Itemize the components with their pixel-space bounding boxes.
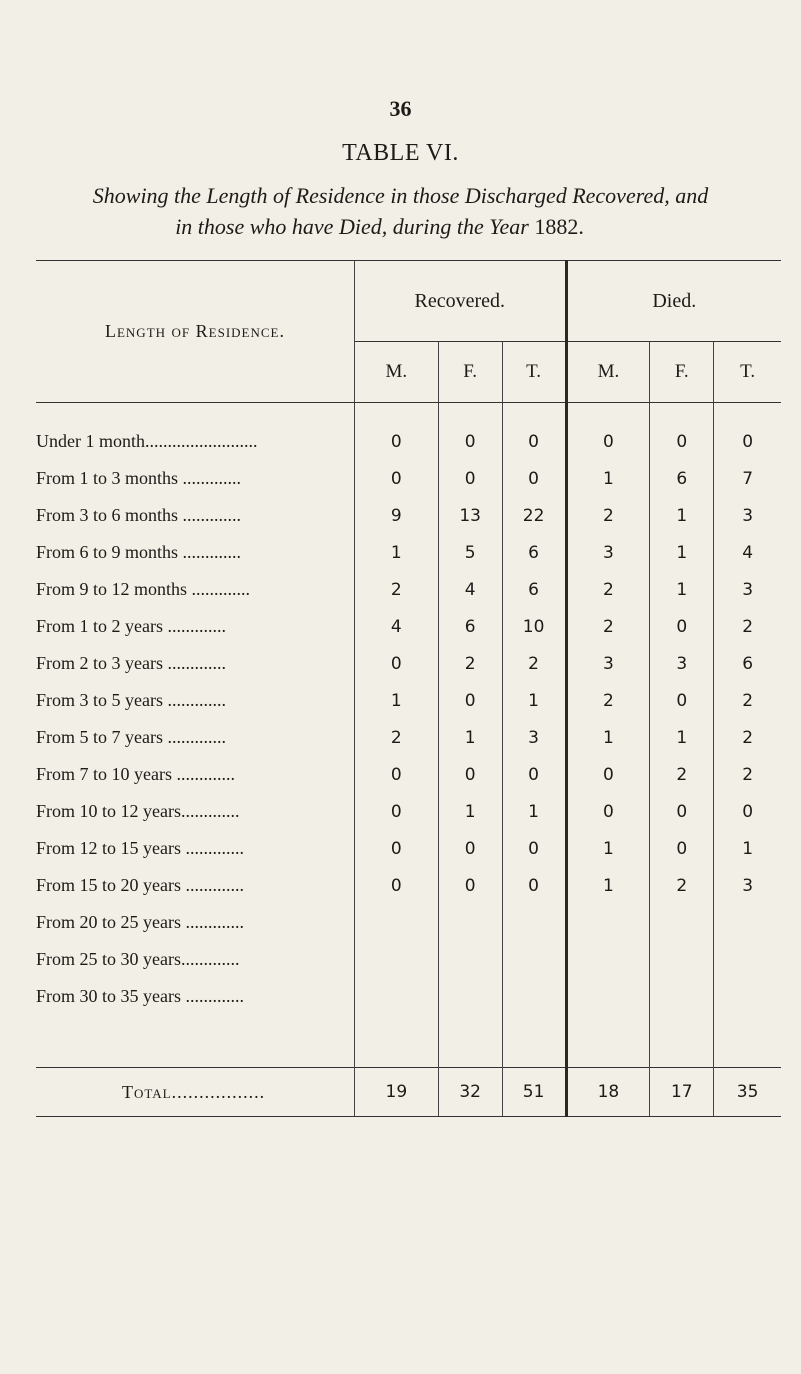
cell-died-f: 3 [650,645,714,682]
table-body [36,403,781,1068]
cell-died-t: 7 [714,460,781,497]
row-label: From 10 to 12 years............. [36,801,240,821]
cell-died-t: 3 [714,571,781,608]
cell-recovered-f: 0 [438,830,502,867]
cell-died-m: 1 [566,719,650,756]
table-row [36,941,781,978]
table-row [36,497,781,534]
subheader-died-t: T. [714,342,781,403]
table-row [36,571,781,608]
cell-died-t: 2 [714,756,781,793]
cell-died-t [714,978,781,1015]
cell-died-f: 6 [650,460,714,497]
cell-recovered-f: 5 [438,534,502,571]
row-header-length-of-residence: Length of Residence. [36,261,354,403]
cell-recovered-t: 1 [502,793,566,830]
cell-recovered-f: 0 [438,682,502,719]
cell-died-t: 2 [714,682,781,719]
cell-died-f: 0 [650,793,714,830]
spacer-row [36,1015,781,1068]
cell-died-f: 1 [650,719,714,756]
cell-died-f: 2 [650,756,714,793]
cell-died-m [566,904,650,941]
table-caption [0,180,801,242]
cell-recovered-m: 0 [354,867,438,904]
cell-died-f: 1 [650,571,714,608]
row-label: From 30 to 35 years ............. [36,986,244,1006]
row-label: From 3 to 5 years ............. [36,690,226,710]
cell-died-m [566,978,650,1015]
spacer-cell [502,1015,566,1068]
caption-year: 1882. [534,214,584,239]
cell-recovered-m: 0 [354,460,438,497]
cell-died-f: 1 [650,534,714,571]
subheader-recovered-m: M. [354,342,438,403]
subheader-recovered-t: T. [502,342,566,403]
table-row [36,608,781,645]
cell-recovered-m: 0 [354,403,438,461]
cell-recovered-f: 1 [438,793,502,830]
cell-died-m: 3 [566,534,650,571]
cell-died-t: 0 [714,403,781,461]
subheader-recovered-f: F. [438,342,502,403]
table-row [36,756,781,793]
cell-died-m: 2 [566,682,650,719]
cell-died-m: 3 [566,645,650,682]
cell-died-f: 0 [650,830,714,867]
cell-died-m: 0 [566,756,650,793]
row-label: From 3 to 6 months ............. [36,505,242,525]
spacer-cell [354,1015,438,1068]
row-label: From 6 to 9 months ............. [36,542,242,562]
cell-recovered-t: 1 [502,682,566,719]
cell-died-t: 3 [714,867,781,904]
table-row [36,460,781,497]
cell-recovered-f: 0 [438,867,502,904]
cell-died-f [650,904,714,941]
cell-recovered-t: 0 [502,460,566,497]
cell-died-f: 0 [650,403,714,461]
table-row [36,645,781,682]
cell-recovered-m: 0 [354,756,438,793]
cell-recovered-m [354,978,438,1015]
total-label: Total................. [36,1068,354,1117]
cell-died-t: 0 [714,793,781,830]
cell-died-f: 1 [650,497,714,534]
cell-died-m: 2 [566,571,650,608]
residence-table [36,260,781,1117]
total-recovered-m: 19 [354,1068,438,1117]
residence-table-container [36,260,781,1350]
cell-died-t [714,941,781,978]
cell-recovered-m [354,941,438,978]
table-row [36,534,781,571]
table-row [36,830,781,867]
cell-died-t [714,904,781,941]
cell-recovered-m: 1 [354,682,438,719]
cell-recovered-m: 9 [354,497,438,534]
spacer-cell [36,1015,354,1068]
cell-recovered-t [502,941,566,978]
table-row [36,403,781,461]
cell-died-t: 2 [714,608,781,645]
spacer-cell [714,1015,781,1068]
caption-line-1: Showing the Length of Residence in those Discharged Recovered, and [92,183,709,208]
cell-recovered-t: 10 [502,608,566,645]
cell-died-m: 1 [566,867,650,904]
cell-died-m: 1 [566,460,650,497]
row-label: From 20 to 25 years ............. [36,912,244,932]
cell-died-m: 2 [566,608,650,645]
table-row [36,867,781,904]
row-label: From 5 to 7 years ............. [36,727,226,747]
table-row [36,719,781,756]
row-label: From 2 to 3 years ............. [36,653,226,673]
subheader-died-m: M. [566,342,650,403]
cell-recovered-f: 0 [438,403,502,461]
table-row [36,978,781,1015]
cell-recovered-t: 6 [502,571,566,608]
cell-recovered-f: 0 [438,756,502,793]
cell-died-t: 1 [714,830,781,867]
caption-line-2-text: in those who have Died, during the Year [175,214,535,239]
cell-recovered-t: 0 [502,756,566,793]
cell-died-m: 0 [566,793,650,830]
spacer-cell [438,1015,502,1068]
row-label: From 1 to 2 years ............. [36,616,226,636]
total-recovered-t: 51 [502,1068,566,1117]
row-label: From 15 to 20 years ............. [36,875,244,895]
row-label: From 1 to 3 months ............. [36,468,242,488]
table-row [36,793,781,830]
cell-died-f: 0 [650,608,714,645]
total-died-m: 18 [566,1068,650,1117]
caption-line-2 [0,211,801,242]
cell-recovered-t [502,978,566,1015]
cell-recovered-f [438,941,502,978]
cell-recovered-t: 0 [502,867,566,904]
cell-died-f: 0 [650,682,714,719]
cell-recovered-m [354,904,438,941]
cell-died-t: 4 [714,534,781,571]
cell-died-f: 2 [650,867,714,904]
cell-recovered-t: 6 [502,534,566,571]
cell-died-m [566,941,650,978]
row-label: From 12 to 15 years ............. [36,838,244,858]
cell-recovered-f: 13 [438,497,502,534]
cell-died-t: 3 [714,497,781,534]
spacer-cell [650,1015,714,1068]
table-row [36,904,781,941]
row-label: From 25 to 30 years............. [36,949,240,969]
total-died-t: 35 [714,1068,781,1117]
cell-recovered-f [438,904,502,941]
total-died-f: 17 [650,1068,714,1117]
cell-recovered-m: 1 [354,534,438,571]
cell-recovered-f: 0 [438,460,502,497]
cell-recovered-t: 3 [502,719,566,756]
cell-recovered-f [438,978,502,1015]
cell-recovered-m: 4 [354,608,438,645]
row-label: From 7 to 10 years ............. [36,764,235,784]
subheader-died-f: F. [650,342,714,403]
cell-died-f [650,941,714,978]
cell-recovered-f: 1 [438,719,502,756]
cell-recovered-m: 2 [354,571,438,608]
cell-recovered-m: 2 [354,719,438,756]
cell-died-m: 2 [566,497,650,534]
cell-died-t: 2 [714,719,781,756]
cell-died-f [650,978,714,1015]
table-row [36,682,781,719]
row-label: From 9 to 12 months ............. [36,579,251,599]
table-title: TABLE VI. [342,140,459,166]
cell-recovered-t: 0 [502,830,566,867]
cell-recovered-t: 2 [502,645,566,682]
cell-recovered-f: 4 [438,571,502,608]
total-recovered-f: 32 [438,1068,502,1117]
cell-recovered-m: 0 [354,830,438,867]
group-header-recovered: Recovered. [354,261,566,342]
cell-died-m: 1 [566,830,650,867]
cell-recovered-m: 0 [354,645,438,682]
cell-died-m: 0 [566,403,650,461]
cell-recovered-f: 2 [438,645,502,682]
cell-recovered-t: 0 [502,403,566,461]
cell-recovered-t [502,904,566,941]
cell-recovered-m: 0 [354,793,438,830]
cell-recovered-t: 22 [502,497,566,534]
total-row [36,1068,781,1117]
group-header-died: Died. [566,261,781,342]
cell-died-t: 6 [714,645,781,682]
spacer-cell [566,1015,650,1068]
cell-recovered-f: 6 [438,608,502,645]
row-label: Under 1 month......................... [36,431,258,451]
page-number: 36 [389,96,412,121]
